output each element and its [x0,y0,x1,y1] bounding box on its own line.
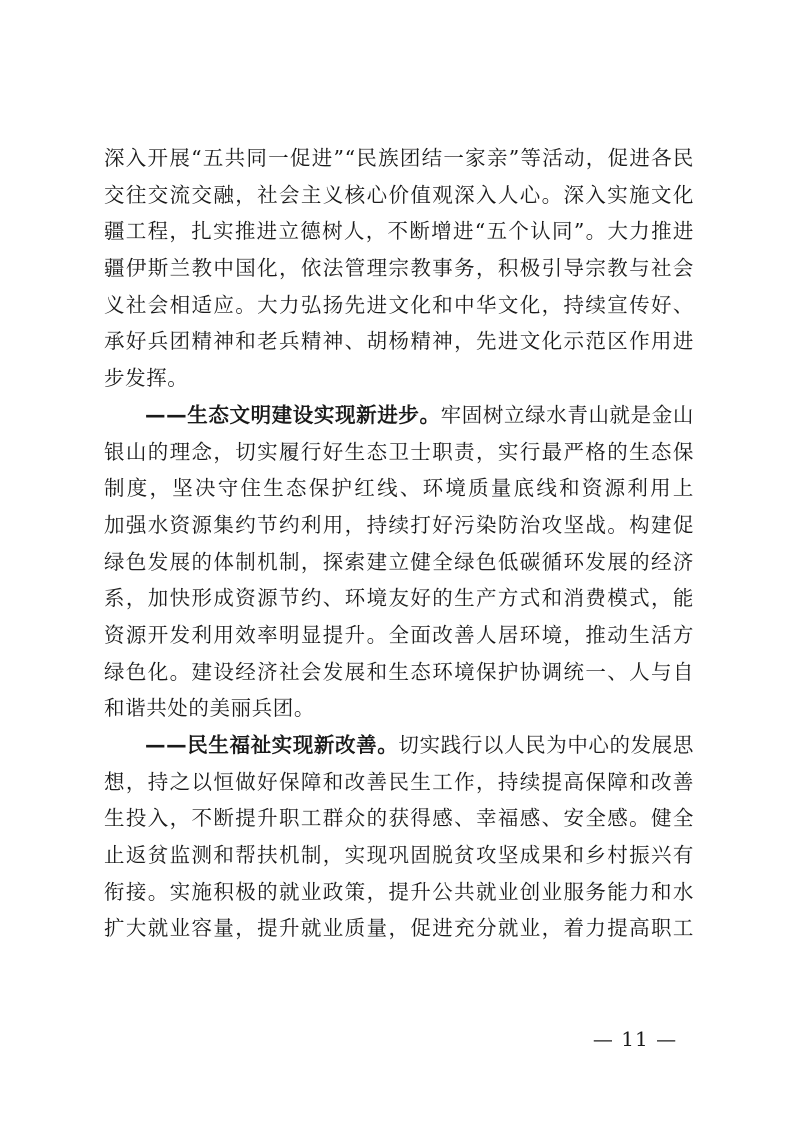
paragraph-line: 资源开发利用效率明显提升。全面改善人居环境，推动生活方 [104,622,694,647]
paragraph-line: 扩大就业容量，提升就业质量，促进充分就业，着力提高职工 [104,916,694,941]
section-heading-ecology: ——生态文明建设实现新进步。 [145,402,441,427]
section-heading-rest: 切实践行以人民为中心的发展思 [398,733,694,757]
section-heading-line [104,727,694,764]
paragraph-line: 制度，坚决守住生态保护红线、环境质量底线和资源利用上 [104,476,694,501]
paragraph-line: 交往交流交融，社会主义核心价值观深入人心。深入实施文化 [104,182,694,207]
paragraph-line: 加强水资源集约节约利用，持续打好污染防治攻坚战。构建促 [104,512,694,537]
paragraph-line: 疆伊斯兰教中国化，依法管理宗教事务，积极引导宗教与社会 [104,256,694,281]
body-text [104,140,694,947]
paragraph-line: 衔接。实施积极的就业政策，提升公共就业创业服务能力和水 [104,879,694,904]
paragraph-line: 绿色化。建设经济社会发展和生态环境保护协调统一、人与自 [104,659,694,684]
paragraph-line: 深入开展“五共同一促进”“民族团结一家亲”等活动，促进各民 [104,146,694,170]
paragraph-line: 银山的理念，切实履行好生态卫士职责，实行最严格的生态保 [104,439,694,464]
section-heading-rest: 牢固树立绿水青山就是金山 [440,402,694,427]
paragraph-line: 绿色发展的体制机制，探索建立健全绿色低碳循环发展的经济 [104,549,694,574]
paragraph-line: 想，持之以恒做好保障和改善民生工作，持续提高保障和改善 [104,769,694,794]
section-heading-line [104,397,694,434]
paragraph-line: 和谐共处的美丽兵团。 [104,696,315,721]
paragraph-line: 疆工程，扎实推进立德树人，不断增进“五个认同”。大力推进 [104,219,694,244]
paragraph-line: 步发挥。 [104,366,189,391]
paragraph-line: 系，加快形成资源节约、环境友好的生产方式和消费模式，能 [104,586,694,611]
page-number: — 11 — [592,1027,678,1051]
paragraph-line: 承好兵团精神和老兵精神、胡杨精神，先进文化示范区作用进 [104,329,694,354]
paragraph-line: 生投入，不断提升职工群众的获得感、幸福感、安全感。健全 [104,806,694,831]
section-heading-livelihood: ——民生福祉实现新改善。 [145,733,399,757]
paragraph-line: 义社会相适应。大力弘扬先进文化和中华文化，持续宣传好、 [104,292,694,317]
paragraph-line: 止返贫监测和帮扶机制，实现巩固脱贫攻坚成果和乡村振兴有 [104,843,694,868]
